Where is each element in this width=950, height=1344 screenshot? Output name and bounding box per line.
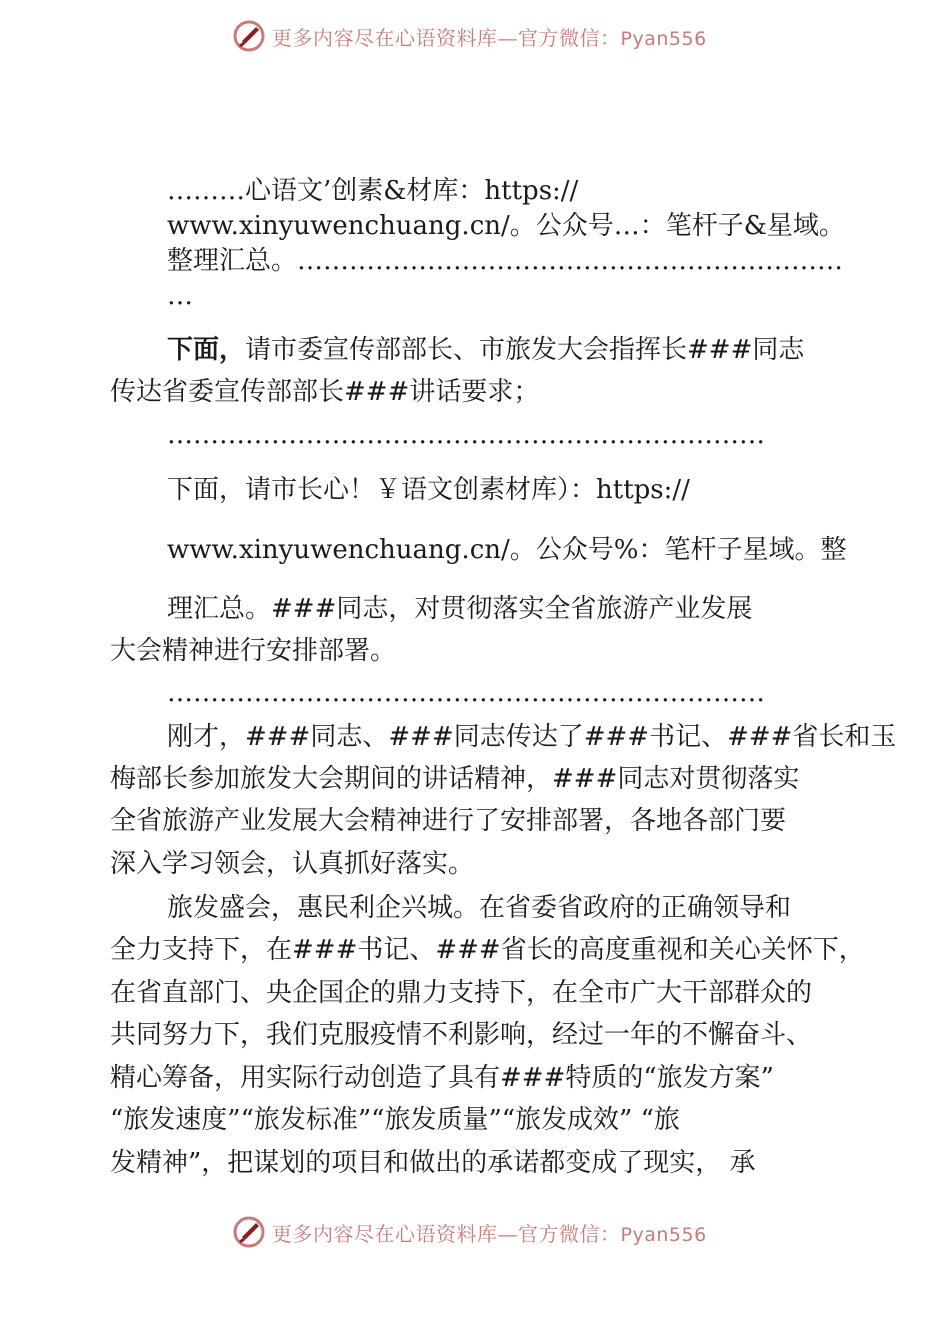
text-line: 旅发盛会，惠民利企兴城。在省委省政府的正确领导和 bbox=[167, 893, 792, 923]
text-line: “旅发速度”“旅发标准”“旅发质量”“旅发成效” “旅 bbox=[110, 1105, 680, 1135]
banner-wechat-id: Pyan556 bbox=[620, 1223, 707, 1246]
text-line: ………心语文’创素&材库：https:// bbox=[167, 176, 579, 206]
text-line: 发精神”，把谋划的项目和做出的承诺都变成了现实， 承 bbox=[110, 1148, 756, 1178]
text-line: … bbox=[167, 281, 193, 311]
text-span: 请市委宣传部部长、市旅发大会指挥长###同志 bbox=[245, 335, 805, 365]
text-line: www.xinyuwenchuang.cn/。公众号%：笔杆子星域。整 bbox=[167, 535, 847, 565]
bold-lead: 下面， bbox=[167, 335, 246, 365]
dotted-separator: …………………………………………………………… bbox=[167, 420, 765, 450]
brand-logo-icon bbox=[232, 1215, 266, 1249]
text-line: 梅部长参加旅发大会期间的讲话精神，###同志对贯彻落实 bbox=[110, 764, 800, 794]
text-line: www.xinyuwenchuang.cn/。公众号…：笔杆子&星域。 bbox=[167, 211, 845, 241]
text-line: 共同努力下，我们克服疫情不利影响，经过一年的不懈奋斗、 bbox=[110, 1020, 813, 1050]
text-line: 传达省委宣传部部长###讲话要求； bbox=[110, 377, 540, 407]
text-line: 刚才，###同志、###同志传达了###书记、###省长和玉 bbox=[167, 722, 897, 752]
footer-banner bbox=[232, 1212, 752, 1252]
text-line: 下面，请市长心！￥语文创素材库）：https:// bbox=[167, 475, 690, 505]
banner-wechat-id: Pyan556 bbox=[620, 27, 707, 50]
banner-text bbox=[272, 1218, 707, 1247]
text-line: 深入学习领会，认真抓好落实。 bbox=[110, 849, 475, 879]
text-line: 精心筹备，用实际行动创造了具有###特质的“旅发方案” bbox=[110, 1063, 774, 1093]
text-line: 全力支持下，在###书记、###省长的高度重视和关心关怀下， bbox=[110, 935, 865, 965]
banner-text bbox=[272, 22, 707, 51]
text-line: 整理汇总。……………………………………………………… bbox=[167, 246, 844, 276]
header-banner bbox=[232, 16, 752, 56]
text-line: 在省直部门、央企国企的鼎力支持下，在全市广大干部群众的 bbox=[110, 978, 813, 1008]
banner-slogan: 更多内容尽在心语资料库—官方微信： bbox=[272, 25, 621, 50]
text-line: 全省旅游产业发展大会精神进行了安排部署，各地各部门要 bbox=[110, 806, 787, 836]
text-line: 理汇总。###同志，对贯彻落实全省旅游产业发展 bbox=[167, 594, 753, 624]
text-line: 大会精神进行安排部署。 bbox=[110, 636, 397, 666]
dotted-separator: …………………………………………………………… bbox=[167, 678, 765, 708]
paragraph-line bbox=[167, 333, 804, 367]
banner-slogan: 更多内容尽在心语资料库—官方微信： bbox=[272, 1221, 621, 1246]
brand-logo-icon bbox=[232, 19, 266, 53]
